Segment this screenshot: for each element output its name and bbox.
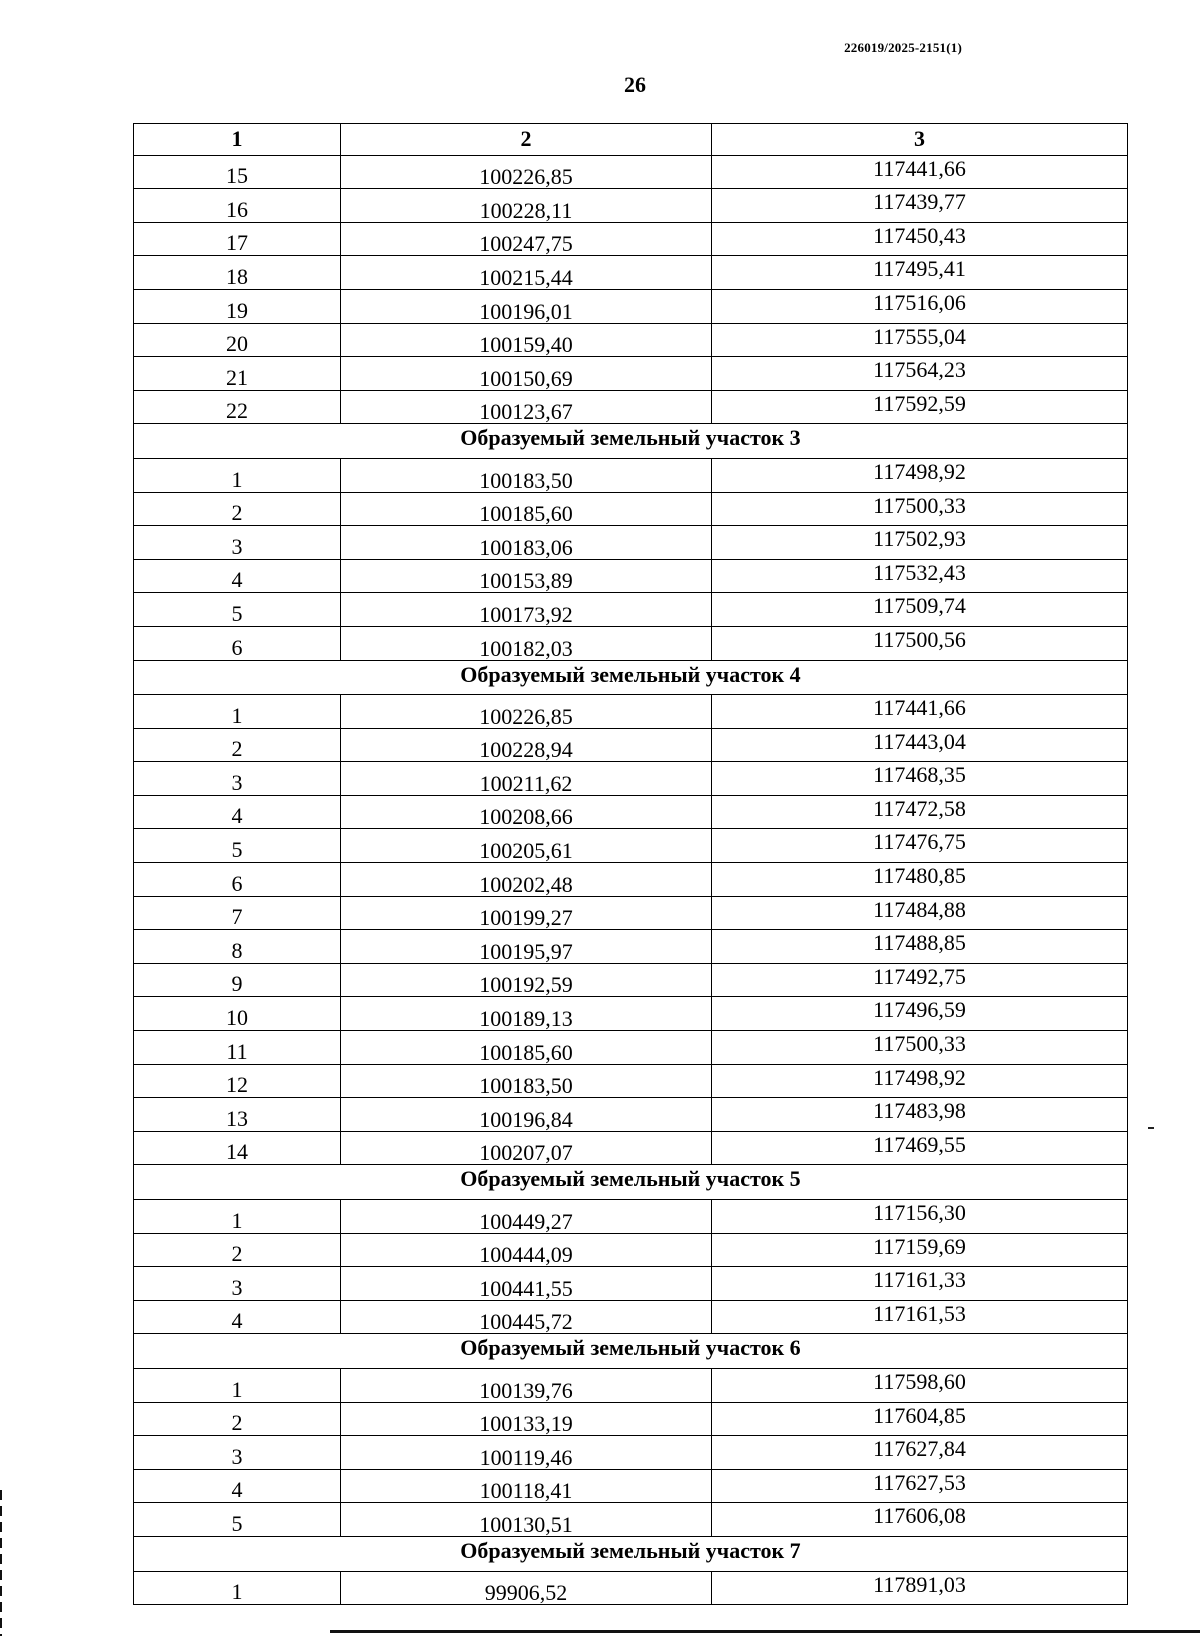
coordinates-table-header bbox=[134, 124, 1128, 156]
section-header-row bbox=[134, 1165, 1128, 1200]
coordinate-y-cell: 117159,69 bbox=[712, 1233, 1128, 1267]
table-row bbox=[134, 1469, 1128, 1503]
point-number-cell: 16 bbox=[134, 189, 341, 223]
section-header-row bbox=[134, 1536, 1128, 1571]
section-title: Образуемый земельный участок 7 bbox=[134, 1536, 1128, 1571]
table-row bbox=[134, 593, 1128, 627]
point-number-cell: 5 bbox=[134, 1503, 341, 1537]
coordinate-x-cell: 100441,55 bbox=[341, 1267, 712, 1301]
coordinate-x-cell: 100123,67 bbox=[341, 390, 712, 424]
point-number-cell: 9 bbox=[134, 963, 341, 997]
coordinate-x-cell: 100444,09 bbox=[341, 1233, 712, 1267]
scan-mark bbox=[1148, 1127, 1154, 1129]
point-number-cell: 3 bbox=[134, 526, 341, 560]
table-row bbox=[134, 323, 1128, 357]
coordinate-x-cell: 100445,72 bbox=[341, 1300, 712, 1334]
point-number-cell: 8 bbox=[134, 930, 341, 964]
point-number-cell: 3 bbox=[134, 1267, 341, 1301]
point-number-cell: 1 bbox=[134, 1571, 341, 1605]
point-number-cell: 2 bbox=[134, 728, 341, 762]
point-number-cell: 18 bbox=[134, 256, 341, 290]
section-title: Образуемый земельный участок 3 bbox=[134, 424, 1128, 459]
coordinate-x-cell: 100185,60 bbox=[341, 492, 712, 526]
coordinate-y-cell: 117472,58 bbox=[712, 795, 1128, 829]
coordinate-x-cell: 100215,44 bbox=[341, 256, 712, 290]
page-number: 26 bbox=[624, 72, 646, 97]
coordinate-x-cell: 100211,62 bbox=[341, 762, 712, 796]
section-header-row bbox=[134, 424, 1128, 459]
coordinate-y-cell: 117441,66 bbox=[712, 695, 1128, 729]
table-row bbox=[134, 1300, 1128, 1334]
point-number-cell: 7 bbox=[134, 896, 341, 930]
coordinates-table-body bbox=[134, 155, 1128, 1605]
coordinate-x-cell: 100133,19 bbox=[341, 1402, 712, 1436]
coordinate-y-cell: 117468,35 bbox=[712, 762, 1128, 796]
document-number: 226019/2025-2151(1) bbox=[844, 40, 962, 55]
table-row bbox=[134, 1233, 1128, 1267]
coordinate-y-cell: 117516,06 bbox=[712, 289, 1128, 323]
table-row bbox=[134, 1368, 1128, 1402]
table-row bbox=[134, 1064, 1128, 1098]
point-number-cell: 2 bbox=[134, 492, 341, 526]
header-row bbox=[134, 124, 1128, 156]
scan-edge-bottom bbox=[330, 1630, 1200, 1633]
coordinate-x-cell: 100199,27 bbox=[341, 896, 712, 930]
column-header-3: 3 bbox=[712, 124, 1128, 156]
table-row bbox=[134, 458, 1128, 492]
table-row bbox=[134, 829, 1128, 863]
coordinate-y-cell: 117500,33 bbox=[712, 1031, 1128, 1065]
coordinate-y-cell: 117439,77 bbox=[712, 189, 1128, 223]
coordinate-x-cell: 100228,94 bbox=[341, 728, 712, 762]
coordinate-x-cell: 100139,76 bbox=[341, 1368, 712, 1402]
table-row bbox=[134, 1131, 1128, 1165]
table-row bbox=[134, 1571, 1128, 1605]
point-number-cell: 1 bbox=[134, 1200, 341, 1234]
point-number-cell: 6 bbox=[134, 626, 341, 660]
section-title: Образуемый земельный участок 4 bbox=[134, 660, 1128, 695]
table-row bbox=[134, 896, 1128, 930]
coordinate-x-cell: 100208,66 bbox=[341, 795, 712, 829]
coordinate-y-cell: 117498,92 bbox=[712, 458, 1128, 492]
table-row bbox=[134, 155, 1128, 189]
table-row bbox=[134, 1402, 1128, 1436]
point-number-cell: 1 bbox=[134, 458, 341, 492]
coordinate-y-cell: 117484,88 bbox=[712, 896, 1128, 930]
column-header-2: 2 bbox=[341, 124, 712, 156]
point-number-cell: 5 bbox=[134, 829, 341, 863]
point-number-cell: 1 bbox=[134, 695, 341, 729]
point-number-cell: 2 bbox=[134, 1233, 341, 1267]
point-number-cell: 5 bbox=[134, 593, 341, 627]
coordinate-y-cell: 117161,33 bbox=[712, 1267, 1128, 1301]
coordinate-y-cell: 117156,30 bbox=[712, 1200, 1128, 1234]
point-number-cell: 20 bbox=[134, 323, 341, 357]
table-row bbox=[134, 997, 1128, 1031]
coordinate-y-cell: 117564,23 bbox=[712, 357, 1128, 391]
coordinate-y-cell: 117606,08 bbox=[712, 1503, 1128, 1537]
coordinate-y-cell: 117441,66 bbox=[712, 155, 1128, 189]
coordinate-x-cell: 100192,59 bbox=[341, 963, 712, 997]
coordinate-y-cell: 117555,04 bbox=[712, 323, 1128, 357]
table-row bbox=[134, 1098, 1128, 1132]
coordinate-x-cell: 100247,75 bbox=[341, 222, 712, 256]
table-row bbox=[134, 189, 1128, 223]
point-number-cell: 19 bbox=[134, 289, 341, 323]
table-row bbox=[134, 626, 1128, 660]
coordinate-x-cell: 100226,85 bbox=[341, 155, 712, 189]
point-number-cell: 10 bbox=[134, 997, 341, 1031]
coordinate-x-cell: 100202,48 bbox=[341, 863, 712, 897]
coordinate-x-cell: 100449,27 bbox=[341, 1200, 712, 1234]
point-number-cell: 21 bbox=[134, 357, 341, 391]
point-number-cell: 3 bbox=[134, 1436, 341, 1470]
coordinate-y-cell: 117502,93 bbox=[712, 526, 1128, 560]
coordinate-y-cell: 117500,56 bbox=[712, 626, 1128, 660]
coordinate-y-cell: 117492,75 bbox=[712, 963, 1128, 997]
coordinate-y-cell: 117450,43 bbox=[712, 222, 1128, 256]
table-row bbox=[134, 526, 1128, 560]
coordinate-y-cell: 117476,75 bbox=[712, 829, 1128, 863]
coordinates-table bbox=[133, 123, 1128, 1605]
point-number-cell: 11 bbox=[134, 1031, 341, 1065]
point-number-cell: 13 bbox=[134, 1098, 341, 1132]
table-row bbox=[134, 930, 1128, 964]
coordinate-y-cell: 117532,43 bbox=[712, 559, 1128, 593]
coordinate-y-cell: 117498,92 bbox=[712, 1064, 1128, 1098]
coordinate-y-cell: 117509,74 bbox=[712, 593, 1128, 627]
coordinate-x-cell: 100189,13 bbox=[341, 997, 712, 1031]
table-row bbox=[134, 1503, 1128, 1537]
coordinate-y-cell: 117500,33 bbox=[712, 492, 1128, 526]
coordinate-x-cell: 100150,69 bbox=[341, 357, 712, 391]
coordinate-y-cell: 117469,55 bbox=[712, 1131, 1128, 1165]
coordinate-y-cell: 117443,04 bbox=[712, 728, 1128, 762]
point-number-cell: 4 bbox=[134, 559, 341, 593]
coordinate-x-cell: 100130,51 bbox=[341, 1503, 712, 1537]
point-number-cell: 2 bbox=[134, 1402, 341, 1436]
coordinate-x-cell: 100226,85 bbox=[341, 695, 712, 729]
point-number-cell: 1 bbox=[134, 1368, 341, 1402]
coordinate-x-cell: 100207,07 bbox=[341, 1131, 712, 1165]
coordinate-x-cell: 100153,89 bbox=[341, 559, 712, 593]
table-row bbox=[134, 963, 1128, 997]
point-number-cell: 6 bbox=[134, 863, 341, 897]
coordinate-x-cell: 100118,41 bbox=[341, 1469, 712, 1503]
table-row bbox=[134, 222, 1128, 256]
coordinate-y-cell: 117161,53 bbox=[712, 1300, 1128, 1334]
section-header-row bbox=[134, 660, 1128, 695]
table-row bbox=[134, 492, 1128, 526]
coordinate-y-cell: 117604,85 bbox=[712, 1402, 1128, 1436]
coordinate-x-cell: 100182,03 bbox=[341, 626, 712, 660]
coordinate-y-cell: 117480,85 bbox=[712, 863, 1128, 897]
point-number-cell: 12 bbox=[134, 1064, 341, 1098]
table-row bbox=[134, 795, 1128, 829]
coordinate-x-cell: 100183,06 bbox=[341, 526, 712, 560]
table-row bbox=[134, 695, 1128, 729]
table-row bbox=[134, 762, 1128, 796]
coordinate-y-cell: 117592,59 bbox=[712, 390, 1128, 424]
table-row bbox=[134, 559, 1128, 593]
coordinate-x-cell: 100228,11 bbox=[341, 189, 712, 223]
section-title: Образуемый земельный участок 5 bbox=[134, 1165, 1128, 1200]
coordinate-x-cell: 100173,92 bbox=[341, 593, 712, 627]
point-number-cell: 4 bbox=[134, 1300, 341, 1334]
coordinate-y-cell: 117598,60 bbox=[712, 1368, 1128, 1402]
point-number-cell: 4 bbox=[134, 1469, 341, 1503]
coordinate-y-cell: 117627,53 bbox=[712, 1469, 1128, 1503]
coordinate-y-cell: 117496,59 bbox=[712, 997, 1128, 1031]
coordinate-y-cell: 117488,85 bbox=[712, 930, 1128, 964]
coordinate-y-cell: 117891,03 bbox=[712, 1571, 1128, 1605]
table-row bbox=[134, 357, 1128, 391]
coordinate-x-cell: 100196,01 bbox=[341, 289, 712, 323]
coordinate-x-cell: 100183,50 bbox=[341, 458, 712, 492]
coordinate-y-cell: 117627,84 bbox=[712, 1436, 1128, 1470]
table-row bbox=[134, 256, 1128, 290]
coordinate-x-cell: 100119,46 bbox=[341, 1436, 712, 1470]
table-row bbox=[134, 289, 1128, 323]
table-row bbox=[134, 728, 1128, 762]
table-row bbox=[134, 1200, 1128, 1234]
coordinate-x-cell: 100185,60 bbox=[341, 1031, 712, 1065]
point-number-cell: 4 bbox=[134, 795, 341, 829]
coordinate-x-cell: 99906,52 bbox=[341, 1571, 712, 1605]
scan-edge-left bbox=[0, 1490, 2, 1636]
coordinate-x-cell: 100205,61 bbox=[341, 829, 712, 863]
coordinate-x-cell: 100183,50 bbox=[341, 1064, 712, 1098]
table-row bbox=[134, 863, 1128, 897]
section-header-row bbox=[134, 1334, 1128, 1369]
coordinate-x-cell: 100159,40 bbox=[341, 323, 712, 357]
coordinate-x-cell: 100195,97 bbox=[341, 930, 712, 964]
column-header-1: 1 bbox=[134, 124, 341, 156]
coordinate-y-cell: 117495,41 bbox=[712, 256, 1128, 290]
table-row bbox=[134, 1267, 1128, 1301]
point-number-cell: 22 bbox=[134, 390, 341, 424]
point-number-cell: 3 bbox=[134, 762, 341, 796]
table-row bbox=[134, 390, 1128, 424]
coordinate-x-cell: 100196,84 bbox=[341, 1098, 712, 1132]
table-row bbox=[134, 1031, 1128, 1065]
section-title: Образуемый земельный участок 6 bbox=[134, 1334, 1128, 1369]
point-number-cell: 15 bbox=[134, 155, 341, 189]
point-number-cell: 17 bbox=[134, 222, 341, 256]
table-row bbox=[134, 1436, 1128, 1470]
coordinate-y-cell: 117483,98 bbox=[712, 1098, 1128, 1132]
point-number-cell: 14 bbox=[134, 1131, 341, 1165]
